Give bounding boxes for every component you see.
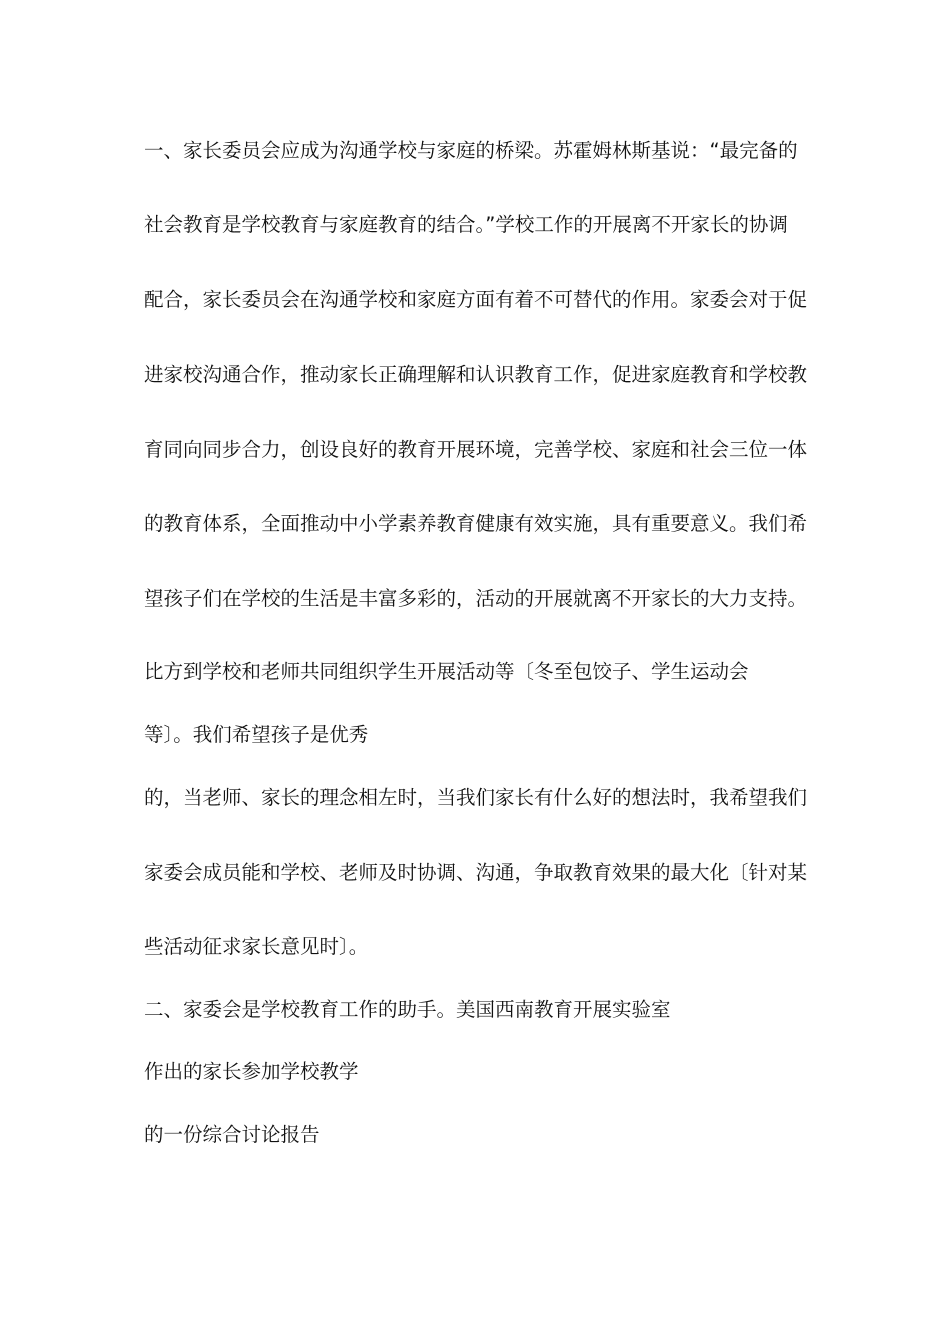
text-line: 家委会成员能和学校、老师及时协调、沟通，争取教育效果的最大化〔针对某 [144, 861, 808, 884]
text-line: 的，当老师、家长的理念相左时，当我们家长有什么好的想法时，我希望我们 [144, 786, 808, 809]
text-line: 比方到学校和老师共同组织学生开展活动等〔冬至包饺子、学生运动会 [144, 660, 749, 683]
text-line: 的教育体系，全面推动中小学素养教育健康有效实施，具有重要意义。我们希 [144, 512, 808, 535]
text-line: 望孩子们在学校的生活是丰富多彩的，活动的开展就离不开家长的大力支持。 [144, 587, 808, 610]
text-line: 作出的家长参加学校教学 [144, 1060, 359, 1083]
text-line: 育同向同步合力，创设良好的教育开展环境，完善学校、家庭和社会三位一体 [144, 438, 808, 461]
text-line: 社会教育是学校教育与家庭教育的结合。”学校工作的开展离不开家长的协调 [144, 213, 788, 236]
text-line: 配合，家长委员会在沟通学校和家庭方面有着不可替代的作用。家委会对于促 [144, 288, 808, 311]
text-line: 的一份综合讨论报告 [144, 1123, 320, 1146]
text-line: 进家校沟通合作，推动家长正确理解和认识教育工作，促进家庭教育和学校教 [144, 363, 808, 386]
text-line: 些活动征求家长意见时〕。 [144, 935, 369, 958]
text-line: 二、家委会是学校教育工作的助手。美国西南教育开展实验室 [144, 998, 671, 1021]
text-line: 一、家长委员会应成为沟通学校与家庭的桥梁。苏霍姆林斯基说：“最完备的 [144, 139, 798, 162]
text-line: 等〕。我们希望孩子是优秀 [144, 723, 369, 746]
